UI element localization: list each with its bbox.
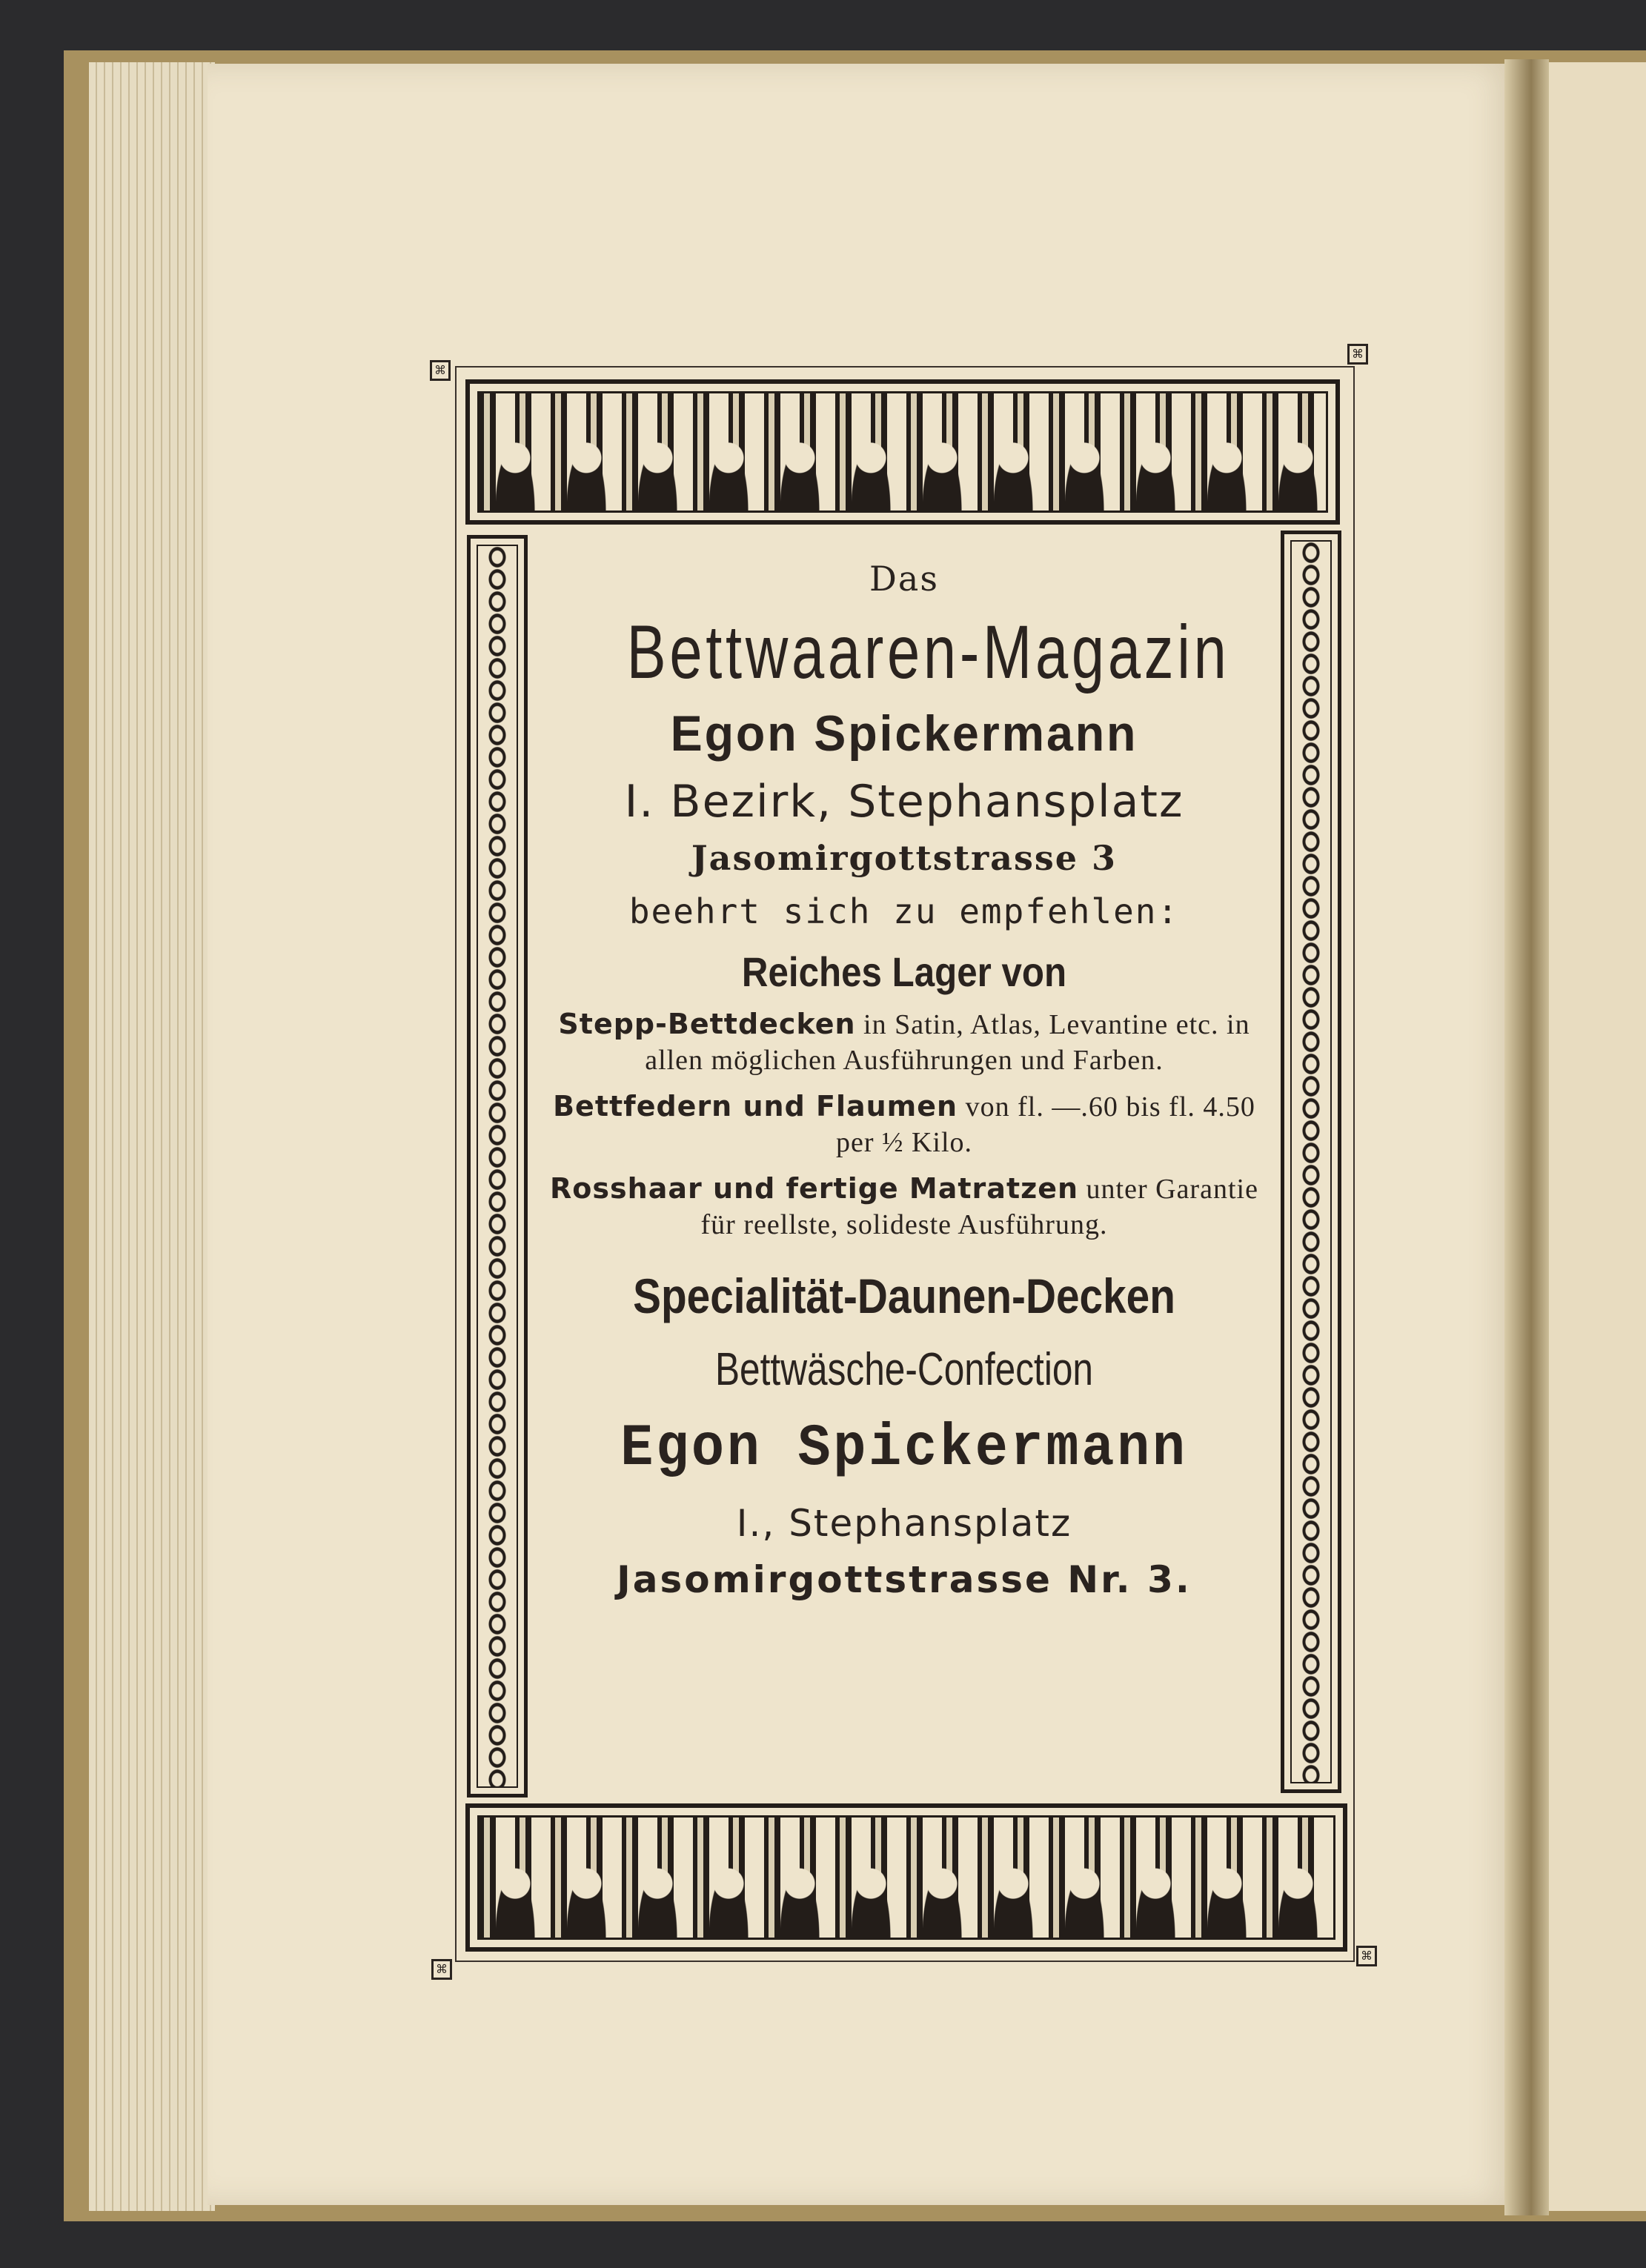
corner-ornament-icon: ⌘ [431, 1959, 452, 1980]
shop-title: Bettwaaren-Magazin [626, 610, 1230, 694]
full-street-address: Jasomirgottstrasse Nr. 3. [617, 1558, 1192, 1601]
chain-pattern [1290, 540, 1332, 1783]
bottom-ornamental-border [465, 1803, 1347, 1952]
chain-pattern [477, 545, 518, 1788]
item-feathers-desc: von fl. —.60 bis fl. 4.50 per ½ Kilo. [835, 1091, 1255, 1158]
right-chain-border [1281, 531, 1341, 1793]
left-chain-border [467, 535, 528, 1798]
item-feathers-name: Bettfedern und Flaumen [553, 1090, 958, 1123]
item-quilts [548, 1006, 1260, 1078]
intro-text: Das [869, 559, 939, 599]
corner-ornament-icon: ⌘ [430, 360, 451, 381]
item-mattresses [548, 1171, 1260, 1243]
recommend-line: beehrt sich zu empfehlen: [628, 891, 1180, 931]
corner-ornament-icon: ⌘ [1347, 344, 1368, 365]
acanthus-pattern [477, 1815, 1335, 1940]
item-mattresses-desc: unter Garantie für reellste, solideste Ausführung. [700, 1174, 1258, 1240]
short-address: I., Stephansplatz [736, 1502, 1072, 1545]
district-address: I. Bezirk, Stephansplatz [624, 776, 1184, 828]
owner-name: Egon Spickermann [670, 705, 1138, 762]
owner-name-repeat: Egon Spickermann [620, 1415, 1188, 1483]
item-quilts-name: Stepp-Bettdecken [558, 1008, 856, 1040]
item-mattresses-name: Rosshaar und fertige Matratzen [550, 1172, 1079, 1205]
corner-ornament-icon: ⌘ [1356, 1946, 1377, 1966]
leaf-pattern [477, 391, 1328, 513]
page-edges [89, 62, 215, 2211]
stock-heading: Reiches Lager von [741, 948, 1067, 995]
top-ornamental-border [465, 379, 1340, 525]
item-feathers [548, 1088, 1260, 1160]
book-gutter [1504, 59, 1549, 2215]
street-address: Jasomirgottstrasse 3 [691, 838, 1118, 878]
facing-page [1549, 62, 1646, 2211]
advertisement-text [548, 548, 1260, 1793]
specialty-heading: Specialität-Daunen-Decken [633, 1268, 1175, 1323]
confection-heading: Bettwäsche-Confection [714, 1344, 1094, 1395]
item-quilts-desc: in Satin, Atlas, Levantine etc. in allen möglichen Ausführungen und Farben. [645, 1009, 1250, 1076]
